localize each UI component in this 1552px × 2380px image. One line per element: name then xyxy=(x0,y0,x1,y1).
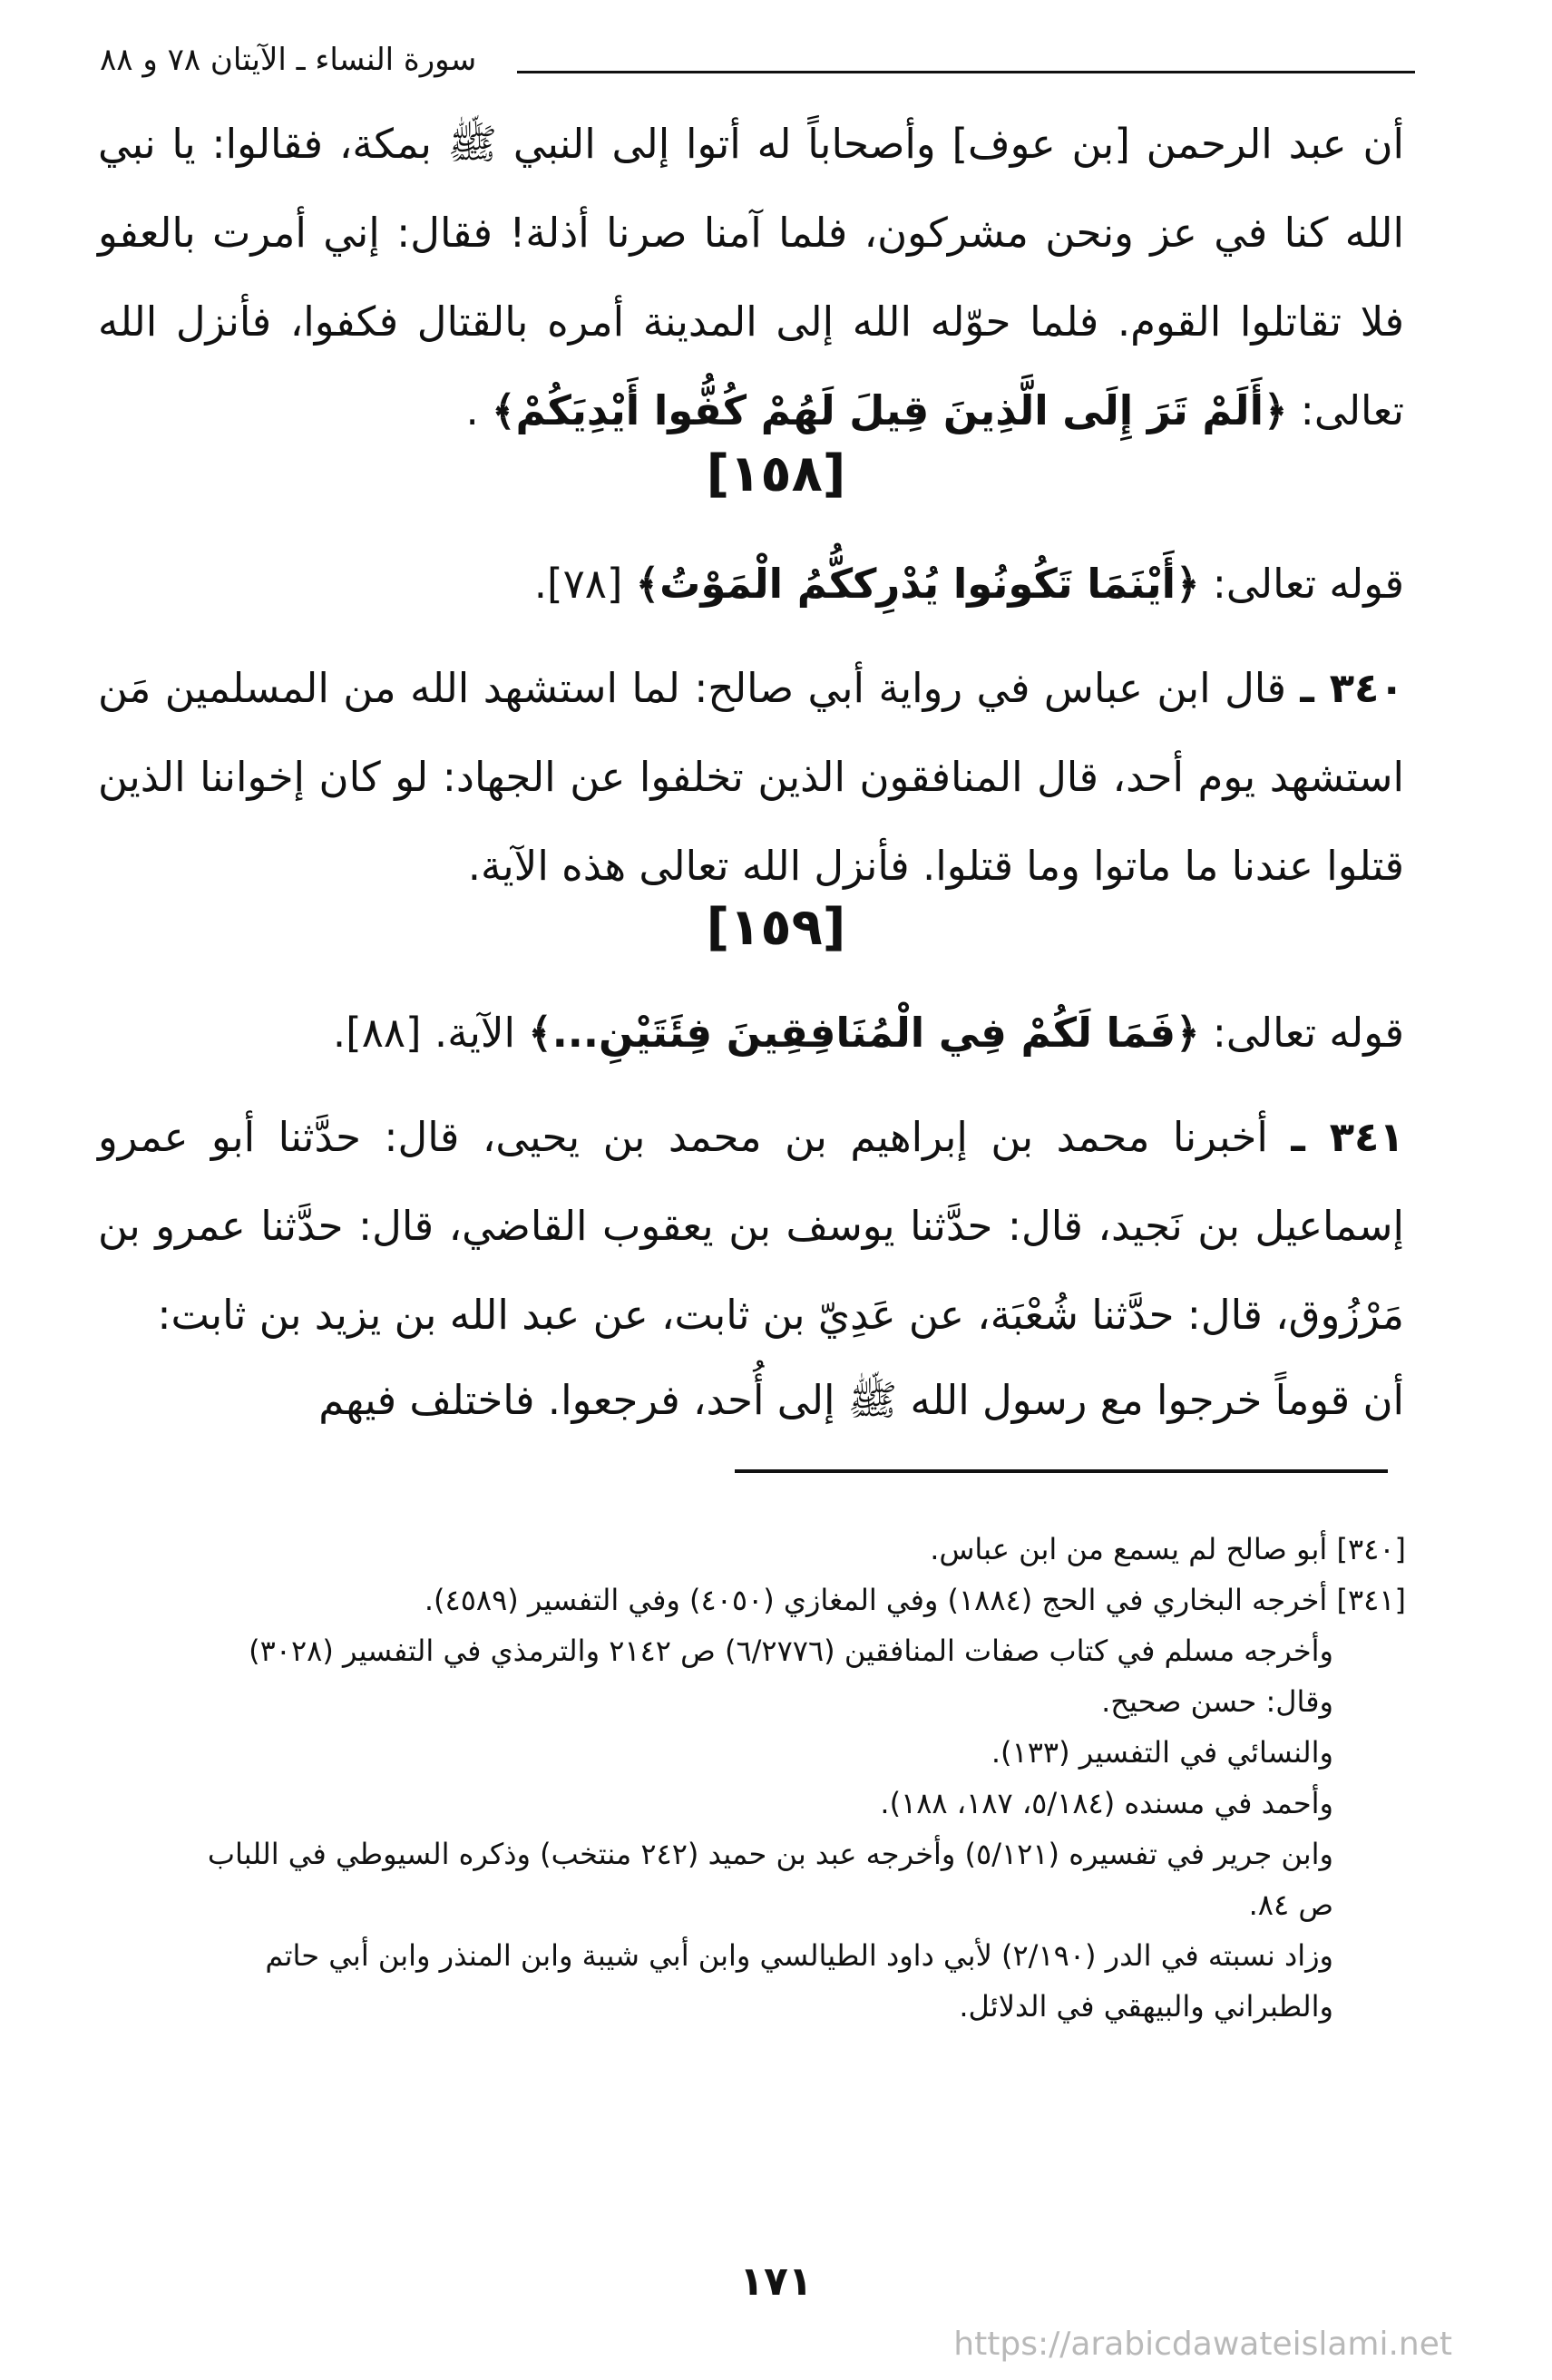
paragraph-intro xyxy=(98,100,1404,455)
hadith-number: ٣٤١ ـ xyxy=(1291,1113,1404,1161)
watermark-url: https://arabicdawateislami.net xyxy=(953,2326,1452,2363)
paragraph-text: أن قوماً خرجوا مع رسول الله ﷺ إلى أُحد، فرجعوا. فاختلف فيهم xyxy=(318,1376,1404,1424)
footnote-line: ص ٨٤. xyxy=(1248,1887,1333,1922)
footnote-line: والطبراني والبيهقي في الدلائل. xyxy=(959,1989,1333,2024)
footnote-line: [٣٤٠] أبو صالح لم يسمع من ابن عباس. xyxy=(930,1532,1406,1566)
footnote-rule xyxy=(735,1469,1388,1473)
footnotes xyxy=(82,1524,1406,2032)
verse-reference: [٧٨]. xyxy=(533,560,623,608)
footnote-line: والنسائي في التفسير (١٣٣). xyxy=(991,1735,1333,1770)
quran-verse: ﴿فَمَا لَكُمْ فِي الْمُنَافِقِينَ فِئَتَيْنِ...﴾ xyxy=(528,1009,1200,1057)
hadith-341 xyxy=(98,1093,1404,1360)
footnote-line: وقال: حسن صحيح. xyxy=(1101,1684,1333,1719)
footnote-line: [٣٤١] أخرجه البخاري في الحج (١٨٨٤) وفي المغازي (٤٠٥٠) وفي التفسير (٤٥٨٩). xyxy=(424,1583,1406,1617)
verse-reference: الآية. [٨٨]. xyxy=(332,1009,516,1057)
chapter-title: سورة النساء ـ الآيتان ٧٨ و ٨٨ xyxy=(100,42,477,78)
qawl-prefix: قوله تعالى: xyxy=(1212,1009,1404,1057)
hadith-text: قال ابن عباس في رواية أبي صالح: لما استشهد الله من المسلمين مَن استشهد يوم أحد، قال المنافقون الذين تخلفوا عن الجهاد: لو كان إخواننا الذين قتلوا عندنا ما ماتوا وما قتلوا. فأنزل الله تعالى هذه الآية. xyxy=(98,664,1404,890)
hadith-number: ٣٤٠ ـ xyxy=(1300,664,1404,712)
quran-verse: ﴿أَلَمْ تَرَ إِلَى الَّذِينَ قِيلَ لَهُمْ كُفُّوا أَيْدِيَكُمْ﴾ xyxy=(492,386,1288,434)
verse-line-158 xyxy=(98,540,1404,629)
quran-verse: ﴿أَيْنَمَا تَكُونُوا يُدْرِككُّمُ الْمَوْتُ﴾ xyxy=(635,560,1200,608)
hadith-340 xyxy=(98,644,1404,911)
footnote-line: وابن جرير في تفسيره (٥/١٢١) وأخرجه عبد بن حميد (٢٤٢ منتخب) وذكره السيوطي في اللباب xyxy=(207,1837,1333,1871)
footnote-line: وزاد نسبته في الدر (٢/١٩٠) لأبي داود الطيالسي وابن أبي شيبة وابن المنذر وابن أبي حاتم xyxy=(265,1938,1333,1973)
header-rule xyxy=(517,71,1415,73)
footnote-line: وأحمد في مسنده (٥/١٨٤، ١٨٧، ١٨٨). xyxy=(880,1786,1333,1820)
hadith-text: أخبرنا محمد بن إبراهيم بن محمد بن يحيى، قال: حدَّثنا أبو عمرو إسماعيل بن نَجيد، قال: حدَّثنا يوسف بن يعقوب القاضي، قال: حدَّثنا عمرو بن مَرْزُوق، قال: حدَّثنا شُعْبَة، عن عَدِيّ بن ثابت، عن عبد الله بن يزيد بن ثابت: xyxy=(98,1113,1404,1339)
page-number: ١٧١ xyxy=(739,2258,813,2305)
verse-end: . xyxy=(465,386,479,434)
intro-text: أن عبد الرحمن [بن عوف] وأصحاباً له أتوا إلى النبي ﷺ بمكة، فقالوا: يا نبي الله كنا في عز ونحن مشركون، فلما آمنا صرنا أذلة! فقال: إني أمرت بالعفو فلا تقاتلوا القوم. فلما حوّله الله إلى المدينة أمره بالقتال فكفوا، فأنزل الله تعالى: xyxy=(98,120,1404,434)
paragraph-last xyxy=(98,1356,1404,1445)
verse-line-159 xyxy=(98,989,1404,1078)
running-header xyxy=(100,42,1415,85)
section-heading-158: [١٥٨] xyxy=(706,444,846,503)
section-heading-159: [١٥٩] xyxy=(706,898,846,957)
footnote-line: وأخرجه مسلم في كتاب صفات المنافقين (٦/٢٧٧٦) ص ٢١٤٢ والترمذي في التفسير (٣٠٢٨) xyxy=(249,1634,1333,1668)
qawl-prefix: قوله تعالى: xyxy=(1212,560,1404,608)
